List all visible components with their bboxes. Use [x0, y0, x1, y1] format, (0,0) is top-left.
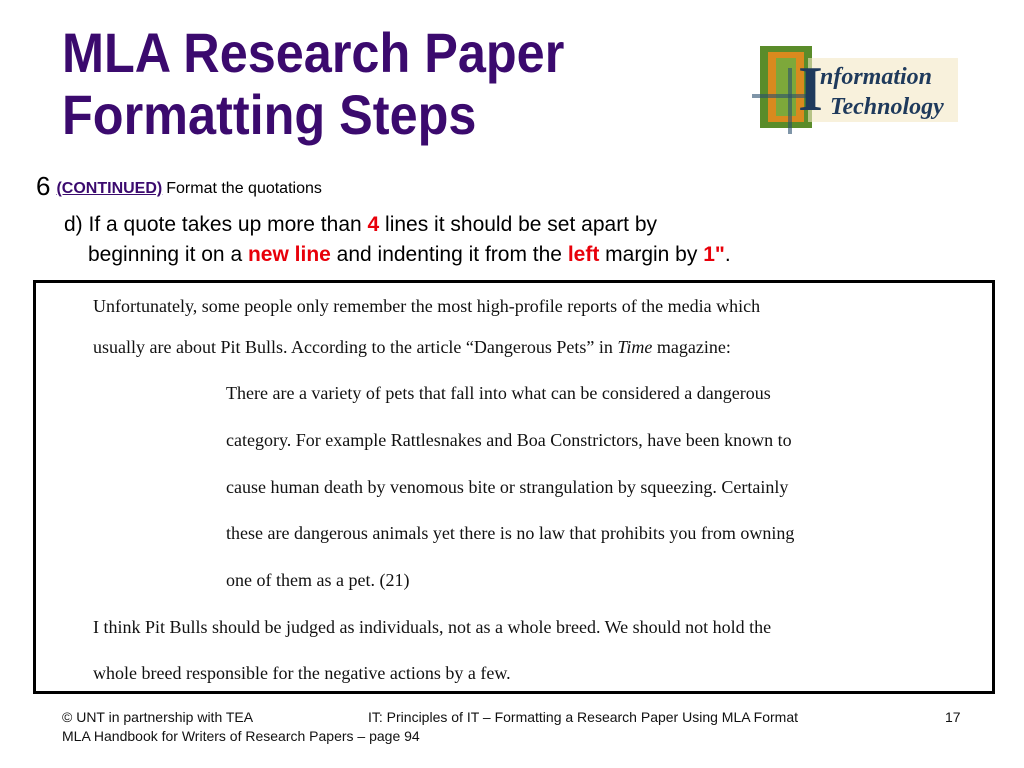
rule-highlight-1-inch: 1" [703, 243, 725, 266]
step-heading [36, 171, 322, 201]
block-quote-line-1: There are a variety of pets that fall into what can be considered a dangerous [226, 383, 771, 403]
excerpt-line-2-text: usually are about Pit Bulls. According to the article “Dangerous Pets” in [93, 337, 618, 357]
excerpt-line-4: whole breed responsible for the negative actions by a few. [93, 663, 511, 683]
rule-text-1: d) If a quote takes up more than [64, 213, 368, 236]
information-technology-logo [748, 38, 970, 140]
formatting-rule [64, 210, 964, 270]
footer-course-title: IT: Principles of IT – Formatting a Research Paper Using MLA Format [368, 709, 799, 725]
step-number: 6 [36, 171, 51, 201]
rule-line-1 [64, 213, 657, 236]
rule-text-4: and indenting it from the [330, 243, 568, 266]
logo-letter: I [798, 53, 823, 124]
excerpt-line-1: Unfortunately, some people only remember the most high-profile reports of the media which [93, 296, 761, 316]
excerpt-line-2 [93, 324, 731, 370]
rule-text-6: . [724, 243, 731, 266]
footer-page-number: 17 [945, 709, 961, 725]
slide-footer [62, 706, 962, 744]
logo-word-information: nformation [820, 64, 933, 90]
slide-title [62, 22, 564, 146]
footer-row [62, 706, 962, 728]
rule-highlight-left: left [567, 243, 600, 266]
block-quote-line-4: these are dangerous animals yet there is no law that prohibits you from owning [226, 523, 795, 543]
excerpt-line-3: I think Pit Bulls should be judged as individuals, not as a whole breed. We should not hold the [93, 617, 772, 637]
slide-title-line-2: Formatting Steps [62, 83, 477, 146]
rule-text-2: lines it should be set apart by [379, 213, 658, 236]
excerpt-line-2-end: magazine: [652, 337, 731, 357]
rule-text-5: margin by [599, 243, 704, 266]
rule-highlight-4: 4 [367, 213, 380, 236]
footer-copyright: © UNT in partnership with TEA [62, 709, 254, 725]
step-text: Format the quotations [166, 180, 322, 197]
step-continued-label: (CONTINUED) [56, 180, 163, 197]
logo-word-technology: Technology [830, 94, 944, 120]
block-quote-line-5: one of them as a pet. (21) [226, 570, 410, 590]
block-quote-line-3: cause human death by venomous bite or strangulation by squeezing. Certainly [226, 477, 789, 497]
block-quote-line-2: category. For example Rattlesnakes and Boa Constrictors, have been known to [226, 430, 792, 450]
sample-paper-excerpt [33, 280, 995, 694]
rule-highlight-new-line: new line [247, 243, 331, 266]
rule-line-2 [64, 240, 964, 270]
slide-title-line-1: MLA Research Paper [62, 21, 565, 84]
footer-source: MLA Handbook for Writers of Research Papers – page 94 [62, 728, 420, 744]
excerpt-magazine-title: Time [617, 337, 653, 357]
rule-text-3: beginning it on a [88, 243, 248, 266]
